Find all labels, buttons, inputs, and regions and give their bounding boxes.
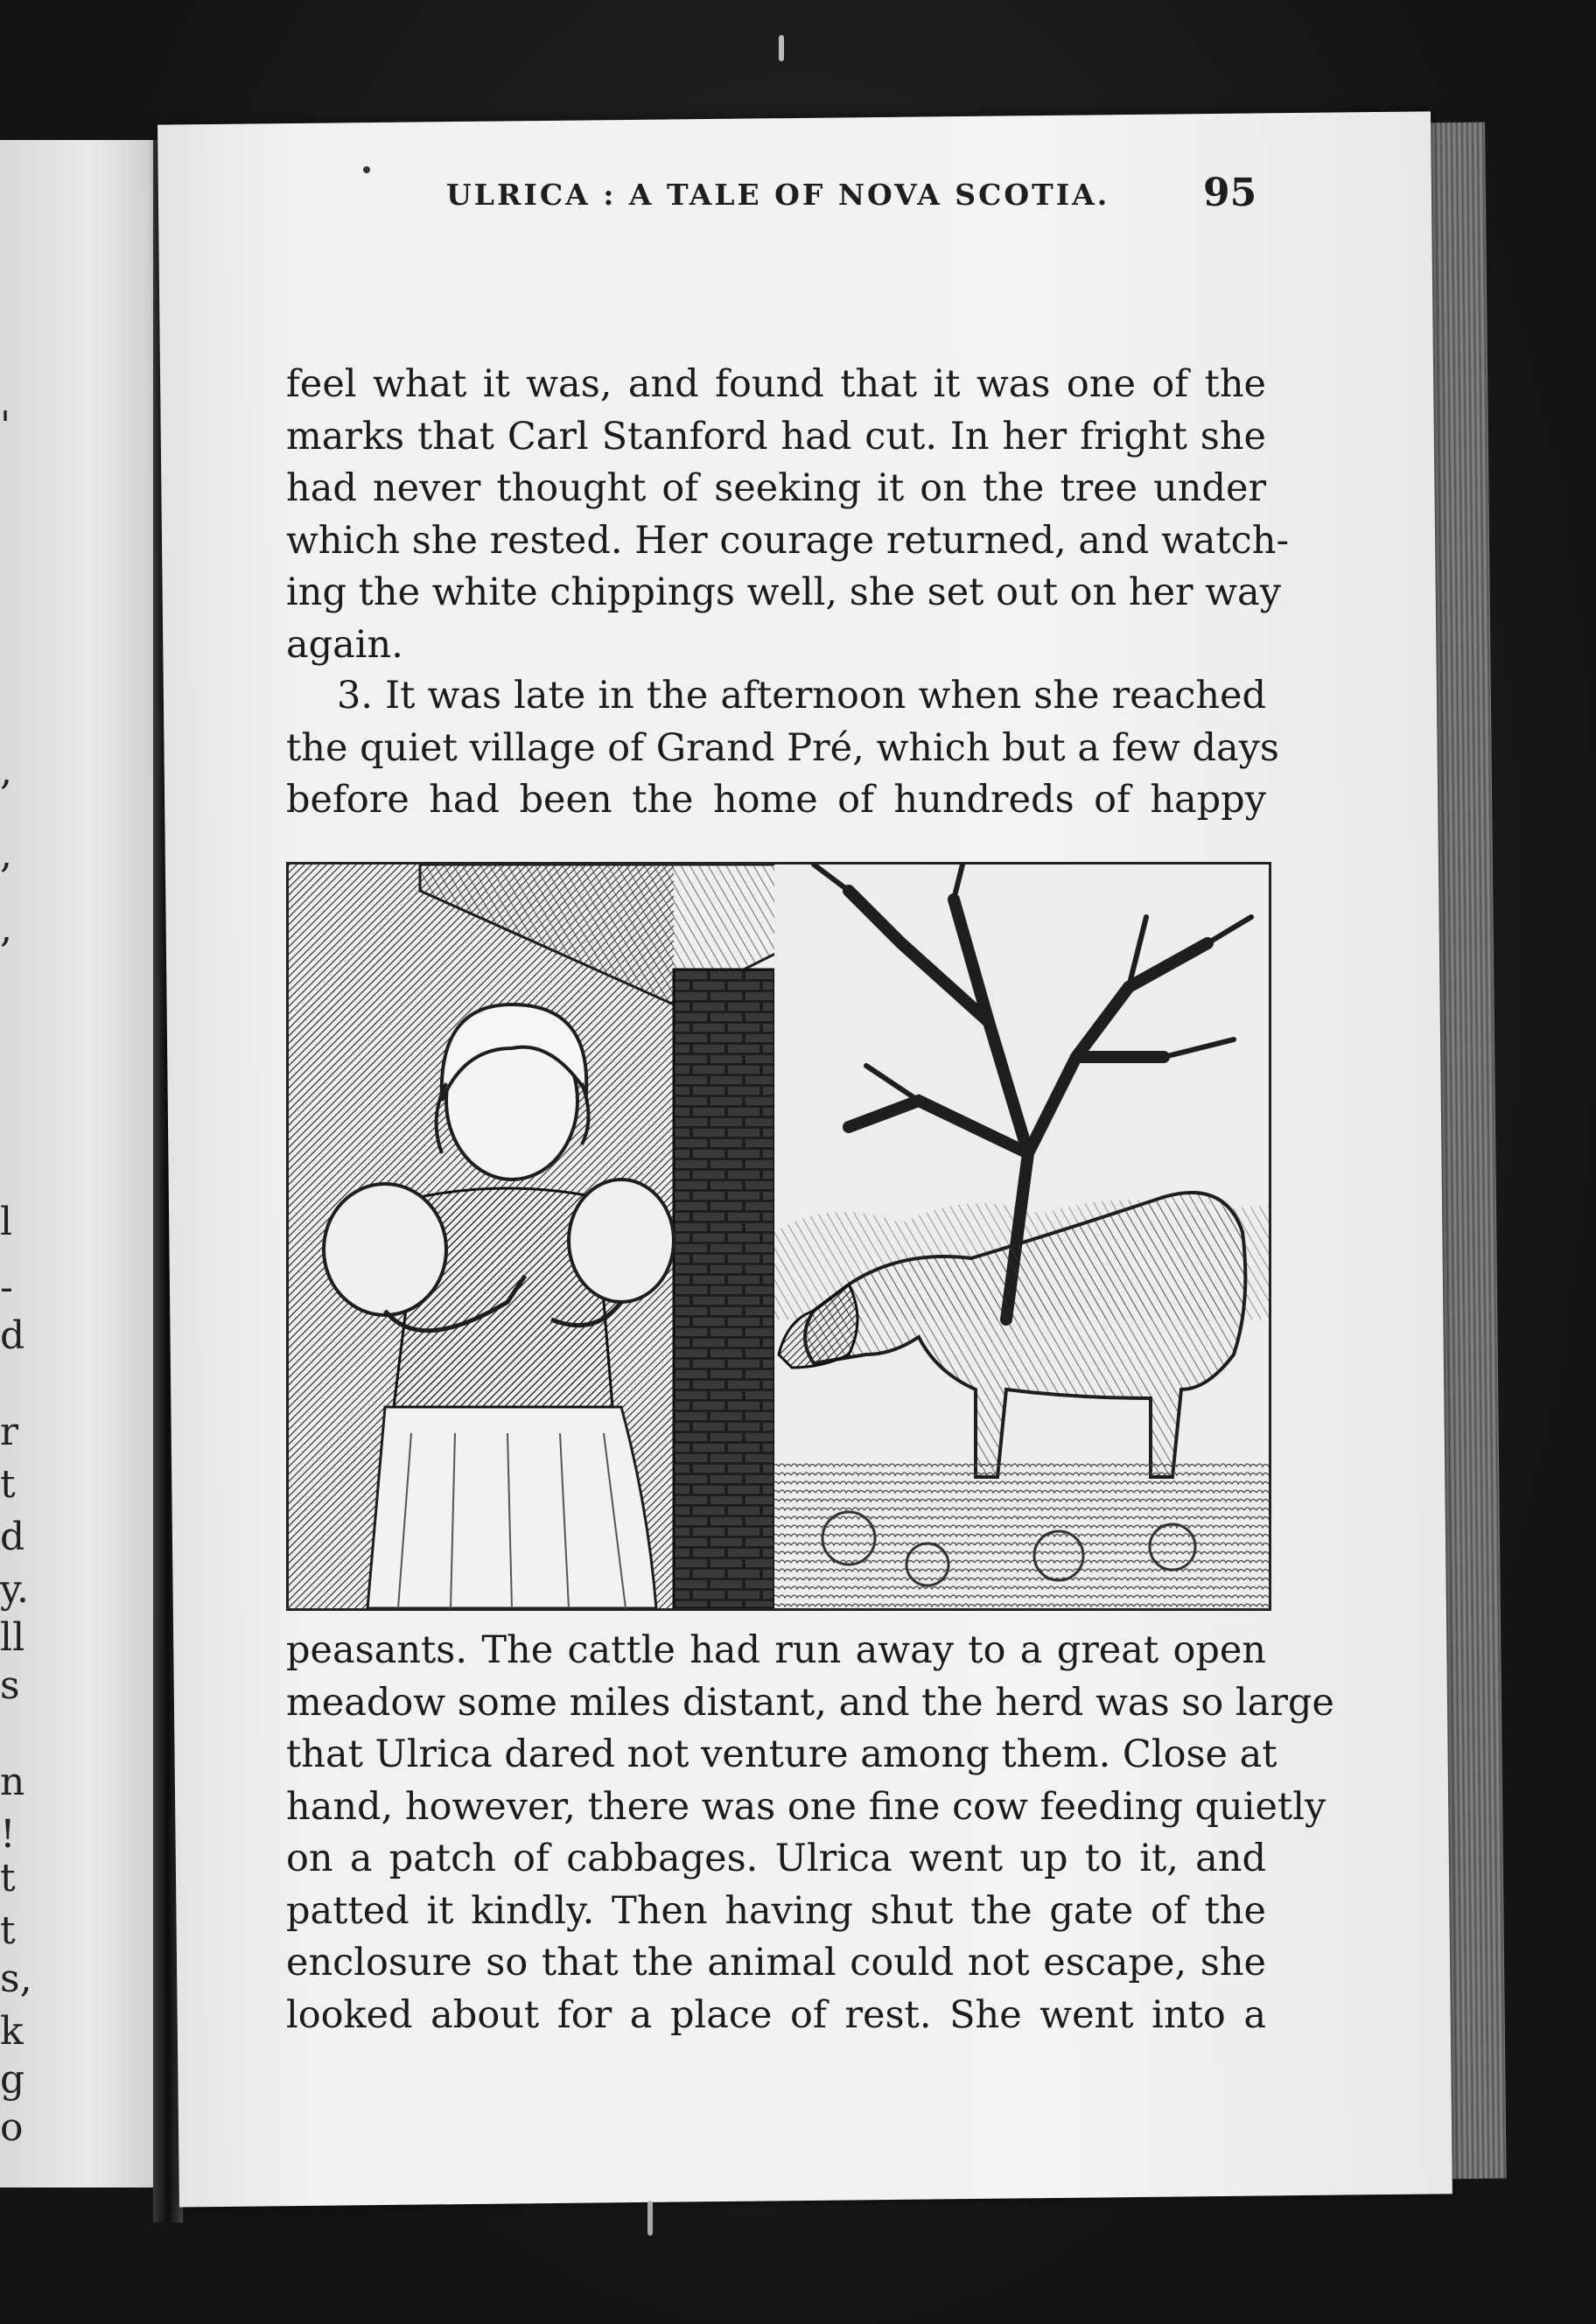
- left-fragment: ': [0, 403, 11, 448]
- paragraph-3: [286, 670, 1279, 827]
- running-head: [280, 171, 1260, 223]
- text-line: again.: [286, 622, 403, 667]
- facing-page-left: [0, 140, 153, 2188]
- paragraph-top: [286, 359, 1289, 671]
- text-line: peasants. The cattle had run away to a great open: [286, 1628, 1266, 1672]
- left-fragment: s: [0, 1663, 20, 1708]
- left-fragment: o: [0, 2105, 24, 2150]
- left-fragment: ,: [0, 832, 12, 877]
- left-fragment: n: [0, 1760, 25, 1804]
- text-line: patted it kindly. Then having shut the gate of the: [286, 1888, 1266, 1933]
- running-head-title: ULRICA : A TALE OF NOVA SCOTIA.: [446, 178, 1110, 212]
- text-line: marks that Carl Stanford had cut. In her fright she: [286, 414, 1266, 458]
- left-fragment: ,: [0, 749, 12, 794]
- text-line: looked about for a place of rest. She went into a: [286, 1992, 1266, 2037]
- illustration-drawing: [289, 864, 1269, 1608]
- text-line: which she rested. Her courage returned, and watch-: [286, 518, 1289, 563]
- left-fragment: l: [0, 1200, 13, 1244]
- dust-speck: [648, 2201, 653, 2236]
- page-number: 95: [1203, 171, 1257, 215]
- left-fragment: y.: [0, 1567, 29, 1612]
- text-line: on a patch of cabbages. Ulrica went up to it, and: [286, 1837, 1266, 1880]
- left-fragment: d: [0, 1515, 25, 1559]
- left-fragment: ,: [0, 906, 12, 951]
- text-line: hand, however, there was one fine cow feeding quietly: [286, 1784, 1326, 1829]
- left-fragment: !: [0, 1812, 16, 1857]
- text-line: before had been the home of hundreds of happy: [286, 778, 1266, 822]
- text-line: meadow some miles distant, and the herd was so large: [286, 1680, 1334, 1725]
- left-fragment: -: [0, 1265, 13, 1310]
- text-line: the quiet village of Grand Pré, which but a few days: [286, 725, 1279, 770]
- left-fragment: d: [0, 1313, 25, 1358]
- left-fragment: k: [0, 2009, 24, 2054]
- left-fragment: s,: [0, 1956, 32, 2001]
- illustration-girl-and-cow: [286, 862, 1271, 1611]
- text-line: enclosure so that the animal could not escape, she: [286, 1941, 1266, 1984]
- text-line: 3. It was late in the afternoon when she reached: [337, 674, 1266, 718]
- text-line: that Ulrica dared not venture among them. Close at: [286, 1732, 1278, 1776]
- dust-speck: [363, 166, 370, 173]
- left-fragment: t: [0, 1856, 16, 1900]
- left-fragment: r: [0, 1410, 19, 1454]
- text-line: had never thought of seeking it on the tree under: [286, 466, 1266, 510]
- left-fragment: t: [0, 1908, 16, 1953]
- text-line: feel what it was, and found that it was one of the: [286, 362, 1266, 406]
- left-fragment: ll: [0, 1615, 25, 1660]
- dust-speck: [779, 35, 784, 61]
- left-fragment: t: [0, 1462, 16, 1507]
- text-line: ing the white chippings well, she set out on her way: [286, 570, 1281, 614]
- paragraph-bottom: [286, 1625, 1334, 2041]
- left-fragment: g: [0, 2057, 25, 2102]
